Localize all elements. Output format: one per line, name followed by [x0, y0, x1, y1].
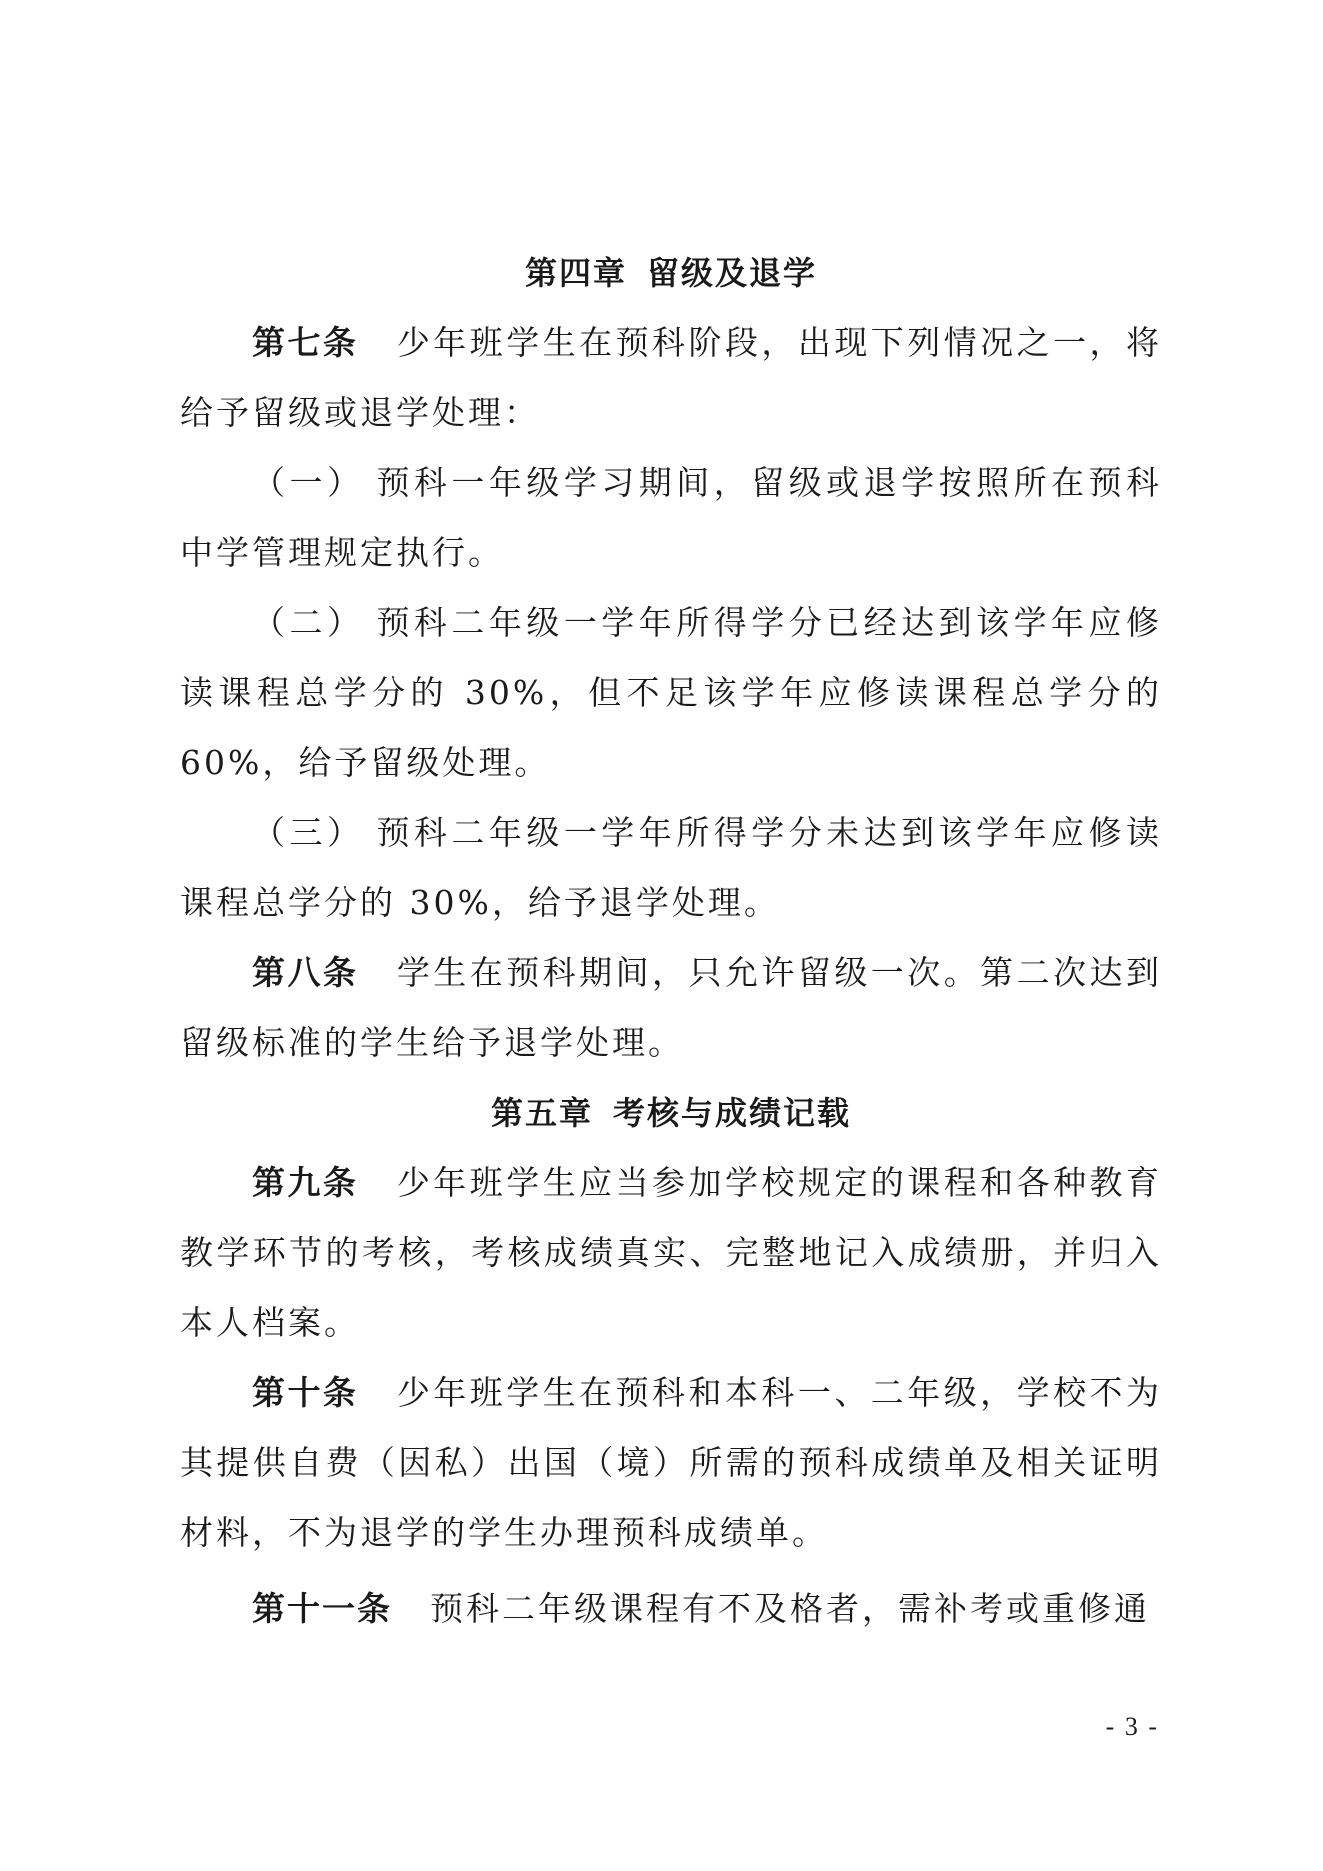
article-8-text: 学生在预科期间，只允许留级一次。第二次达到留级标准的学生给予退学处理。	[180, 953, 1162, 1062]
article-11-text: 预科二年级课程有不及格者，需补考或重修通	[430, 1589, 1150, 1628]
article-8	[180, 938, 1162, 1078]
article-9-text: 少年班学生应当参加学校规定的课程和各种教育教学环节的考核，考核成绩真实、完整地记入成绩册，并归入本人档案。	[180, 1163, 1162, 1342]
article-8-label: 第八条	[252, 953, 359, 992]
item-number: （二）	[252, 603, 365, 642]
article-9-label: 第九条	[252, 1163, 359, 1202]
item-number: （一）	[252, 463, 365, 502]
article-10	[180, 1358, 1162, 1568]
article-10-label: 第十条	[252, 1373, 359, 1412]
article-7-item-1	[180, 448, 1162, 588]
chapter-5-number: 第五章	[490, 1094, 593, 1132]
article-10-text: 少年班学生在预科和本科一、二年级，学校不为其提供自费（因私）出国（境）所需的预科成绩单及相关证明材料，不为退学的学生办理预科成绩单。	[180, 1373, 1162, 1552]
document-body	[180, 238, 1162, 1644]
chapter-5-heading	[180, 1078, 1162, 1148]
article-7	[180, 308, 1162, 448]
article-7-label: 第七条	[252, 323, 359, 362]
article-7-item-2	[180, 588, 1162, 798]
article-7-item-3	[180, 798, 1162, 938]
article-9	[180, 1148, 1162, 1358]
article-11	[180, 1574, 1162, 1644]
item-text: 预科二年级一学年所得学分已经达到该学年应修读课程总学分的 30%，但不足该学年应修读课程总学分的 60%，给予留级处理。	[180, 603, 1163, 782]
chapter-5-title: 考核与成绩记载	[613, 1094, 852, 1132]
item-number: （三）	[252, 813, 365, 852]
item-text: 预科二年级一学年所得学分未达到该学年应修读课程总学分的 30%，给予退学处理。	[180, 813, 1163, 922]
article-11-label: 第十一条	[252, 1589, 392, 1628]
chapter-4-number: 第四章	[524, 254, 627, 292]
chapter-4-heading	[180, 238, 1162, 308]
article-7-text: 少年班学生在预科阶段，出现下列情况之一，将给予留级或退学处理：	[180, 323, 1162, 432]
page-number: - 3 -	[1105, 1712, 1159, 1741]
item-text: 预科一年级学习期间，留级或退学按照所在预科中学管理规定执行。	[180, 463, 1163, 572]
chapter-4-title: 留级及退学	[647, 254, 818, 292]
